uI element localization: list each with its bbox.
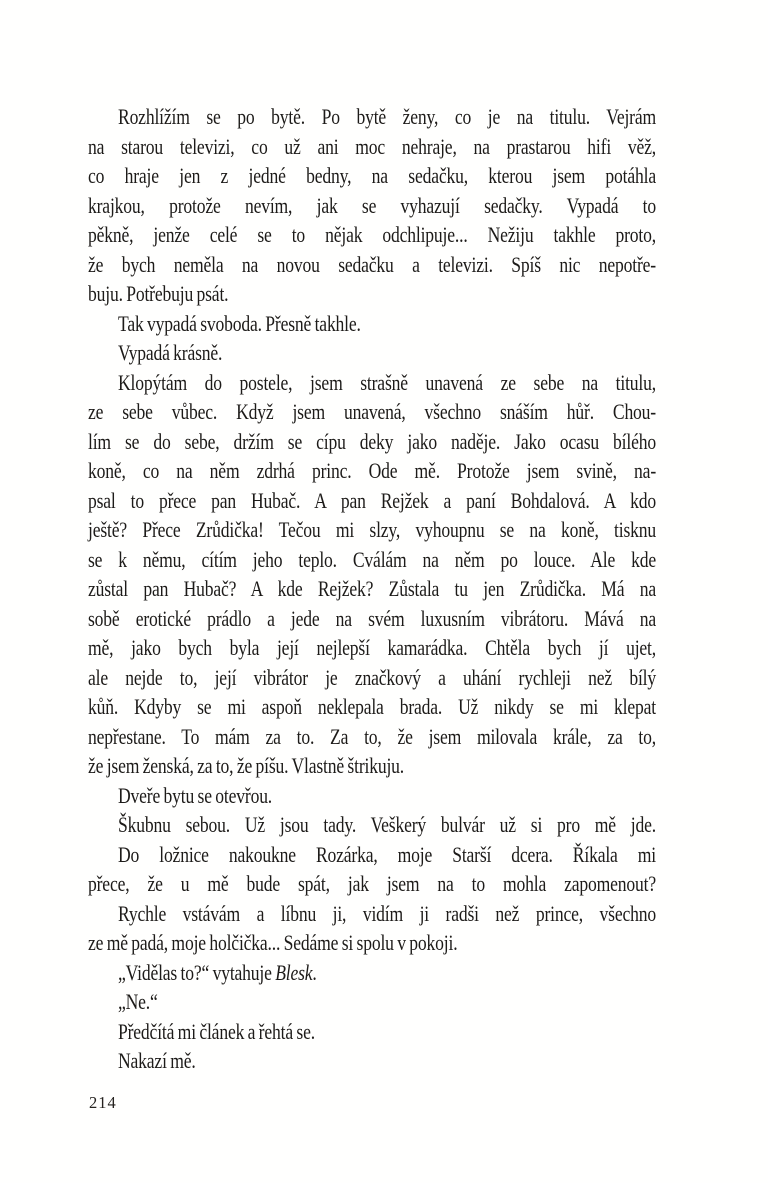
text-line: [88, 633, 656, 663]
text-line: [88, 397, 656, 427]
text-line: [88, 869, 656, 899]
text-segment: koně, co na něm zdrhá princ. Ode mě. Protože jsem svině, na-: [88, 458, 656, 483]
text-line: [88, 161, 656, 191]
text-segment: Tak vypadá svoboda. Přesně takhle.: [118, 310, 361, 336]
text-line: [88, 958, 656, 988]
text-line: [88, 427, 656, 457]
paragraph: [88, 810, 656, 840]
text-line: [88, 191, 656, 221]
text-segment: „Vidělas to?“ vytahuje: [118, 959, 276, 985]
paragraph: [88, 338, 656, 368]
text-segment: psal to přece pan Hubač. A pan Rejžek a paní Bohdalová. A kdo: [88, 487, 656, 513]
text-segment: že bych neměla na novou sedačku a televizi. Spíš nic nepotře-: [88, 251, 656, 277]
text-segment: ale nejde to, její vibrátor je značkový a uhání rychleji než bílý: [88, 664, 656, 690]
text-line: [88, 840, 656, 870]
text-segment: kůň. Kdyby se mi aspoň neklepala brada. Už nikdy se mi klepat: [88, 694, 656, 719]
text-line: [88, 545, 656, 575]
text-segment: že jsem ženská, za to, že píšu. Vlastně štrikuju.: [88, 753, 405, 778]
text-line: [88, 751, 656, 781]
text-line: [88, 574, 656, 604]
text-segment: Dveře bytu se otevřou.: [118, 782, 273, 808]
text-segment: „Ne.“: [118, 989, 158, 1014]
paragraph: [88, 840, 656, 899]
text-line: [88, 722, 656, 752]
text-segment: Předčítá mi článek a řehtá se.: [118, 1018, 315, 1044]
paragraph: [88, 899, 656, 958]
text-line: [88, 899, 656, 929]
text-line: [88, 781, 656, 811]
paragraph: [88, 368, 656, 781]
text-segment: .: [312, 959, 317, 985]
text-segment: Klopýtám do postele, jsem strašně unavená ze sebe na titulu,: [118, 369, 656, 395]
text-line: [88, 279, 656, 309]
text-line: [88, 1046, 656, 1076]
text-line: [88, 250, 656, 280]
text-segment: buju. Potřebuju psát.: [88, 281, 229, 306]
text-line: [88, 987, 656, 1017]
text-segment: Rychle vstávám a líbnu ji, vidím ji radši než prince, všechno: [118, 900, 656, 926]
text-segment: pěkně, jenže celé se to nějak odchlipuje... Nežiju takhle proto,: [88, 222, 656, 247]
paragraph: [88, 781, 656, 811]
text-line: [88, 220, 656, 250]
text-segment: se k němu, cítím jeho teplo. Cválám na něm po louce. Ale kde: [88, 546, 656, 572]
text-segment: Škubnu sebou. Už jsou tady. Veškerý bulvár už si pro mě jde.: [118, 812, 656, 837]
page-number: 214: [89, 1093, 117, 1112]
italic-text: Blesk: [275, 959, 313, 985]
text-line: [88, 928, 656, 958]
text-line: [88, 692, 656, 722]
text-segment: ze sebe vůbec. Když jsem unavená, všechno snáším hůř. Chou-: [88, 399, 656, 424]
text-segment: Do ložnice nakoukne Rozárka, moje Starší dcera. Říkala mi: [118, 841, 656, 867]
page-text: [88, 102, 656, 1076]
text-segment: Rozhlížím se po bytě. Po bytě ženy, co je na titulu. Vejrám: [118, 104, 656, 129]
text-segment: Nakazí mě.: [118, 1048, 196, 1073]
text-line: [88, 338, 656, 368]
text-line: [88, 604, 656, 634]
text-segment: krajkou, protože nevím, jak se vyhazují sedačky. Vypadá to: [88, 192, 656, 218]
text-segment: co hraje jen z jedné bedny, na sedačku, kterou jsem potáhla: [88, 163, 656, 188]
text-segment: ještě? Přece Zrůdička! Tečou mi slzy, vyhoupnu se na koně, tisknu: [88, 517, 656, 542]
text-line: [88, 456, 656, 486]
text-line: [88, 1017, 656, 1047]
text-line: [88, 515, 656, 545]
paragraph: [88, 309, 656, 339]
paragraph: [88, 987, 656, 1017]
text-segment: mě, jako bych byla její nejlepší kamarádka. Chtěla bych jí ujet,: [88, 635, 656, 660]
text-line: [88, 102, 656, 132]
text-segment: zůstal pan Hubač? A kde Rejžek? Zůstala tu jen Zrůdička. Má na: [88, 576, 656, 601]
paragraph: [88, 958, 656, 988]
text-line: [88, 486, 656, 516]
text-segment: sobě erotické prádlo a jede na svém luxusním vibrátoru. Mává na: [88, 605, 656, 631]
text-segment: ze mě padá, moje holčička... Sedáme si spolu v pokoji.: [88, 930, 458, 955]
text-line: [88, 810, 656, 840]
paragraph: [88, 102, 656, 309]
text-segment: přece, že u mě bude spát, jak jsem na to mohla zapomenout?: [88, 871, 656, 896]
text-line: [88, 663, 656, 693]
text-segment: Vypadá krásně.: [118, 340, 223, 365]
text-line: [88, 132, 656, 162]
paragraph: [88, 1017, 656, 1047]
text-segment: lím se do sebe, držím se cípu deky jako naděje. Jako ocasu bílého: [88, 428, 656, 454]
text-segment: nepřestane. To mám za to. Za to, že jsem milovala krále, za to,: [88, 723, 656, 749]
text-line: [88, 368, 656, 398]
text-segment: na starou televizi, co už ani moc nehraje, na prastarou hifi věž,: [88, 133, 656, 159]
paragraph: [88, 1046, 656, 1076]
text-line: [88, 309, 656, 339]
